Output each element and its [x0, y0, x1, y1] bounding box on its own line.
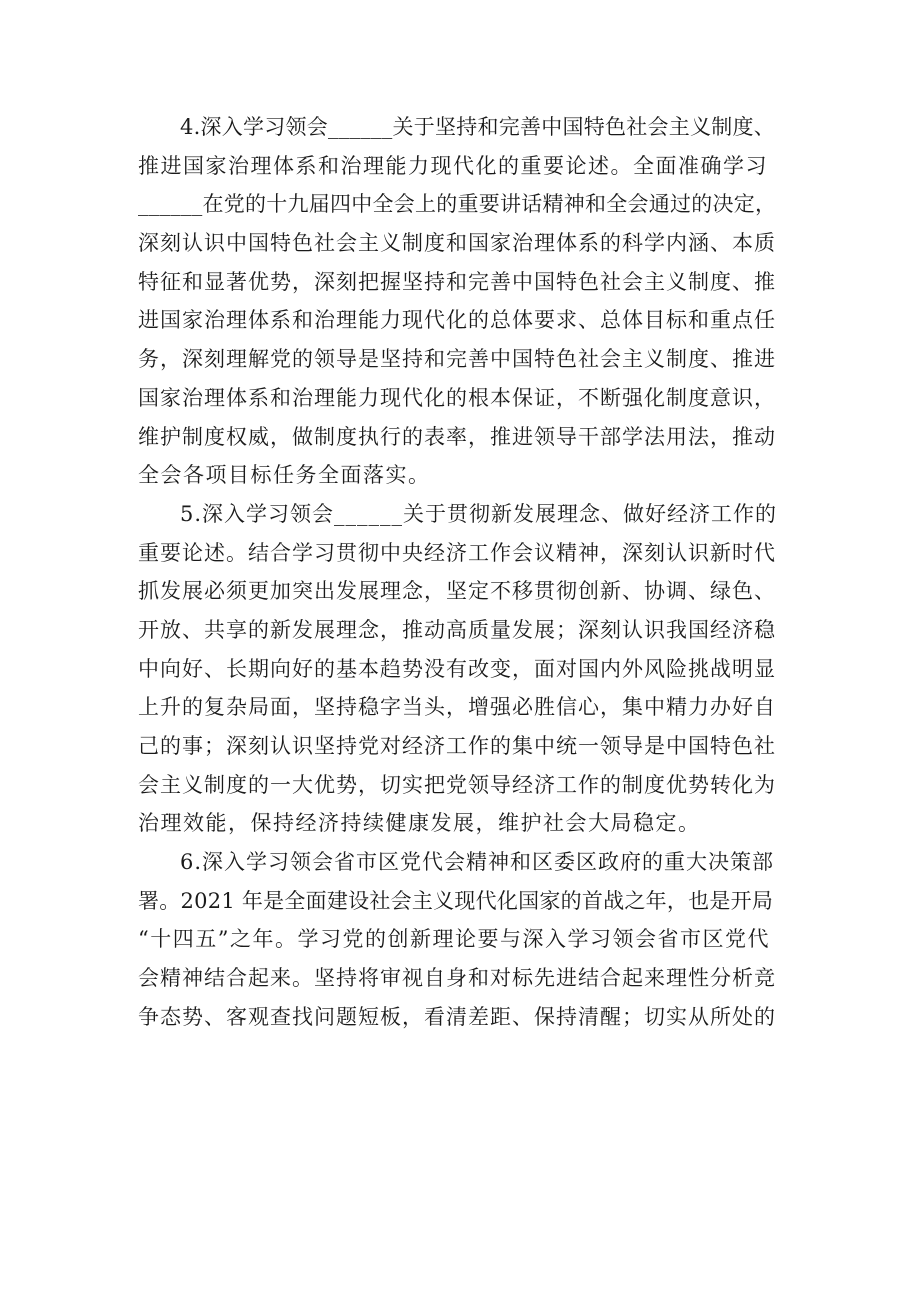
text-line: 进国家治理体系和治理能力现代化的总体要求、总体目标和重点任 [138, 308, 776, 333]
document-body [138, 108, 778, 1037]
text-line: 务，深刻理解党的领导是坚持和完善中国特色社会主义制度、推进 [138, 347, 776, 372]
text-line: 会主义制度的一大优势，切实把党领导经济工作的制度优势转化为 [138, 772, 776, 797]
text-line: 开放、共享的新发展理念，推动高质量发展；深刻认识我国经济稳 [138, 617, 776, 642]
text-line: 上升的复杂局面，坚持稳字当头，增强必胜信心，集中精力办好自 [138, 695, 776, 720]
text-line: 维护制度权威，做制度执行的表率，推进领导干部学法用法，推动 [138, 424, 776, 449]
text-line: 特征和显著优势，深刻把握坚持和完善中国特色社会主义制度、推 [138, 269, 776, 294]
text-line: ______在党的十九届四中全会上的重要讲话精神和全会通过的决定， [138, 192, 777, 217]
text-line: 会精神结合起来。坚持将审视自身和对标先进结合起来理性分析竞 [138, 966, 776, 991]
text-line: 4.深入学习领会______关于坚持和完善中国特色社会主义制度、 [180, 115, 776, 139]
text-line: 署。2021 年是全面建设社会主义现代化国家的首战之年，也是开局 [138, 888, 774, 913]
text-line: 国家治理体系和治理能力现代化的根本保证，不断强化制度意识， [138, 385, 776, 410]
text-line: 深刻认识中国特色社会主义制度和国家治理体系的科学内涵、本质 [138, 231, 776, 256]
text-line: 全会各项目标任务全面落实。 [138, 463, 431, 488]
text-line: 己的事；深刻认识坚持党对经济工作的集中统一领导是中国特色社 [138, 734, 776, 758]
text-line: 治理效能，保持经济持续健康发展，维护社会大局稳定。 [138, 811, 701, 836]
text-line: 中向好、长期向好的基本趋势没有改变，面对国内外风险挑战明显 [138, 656, 776, 681]
text-line: 重要论述。结合学习贯彻中央经济工作会议精神，深刻认识新时代 [138, 540, 776, 565]
text-line: 推进国家治理体系和治理能力现代化的重要论述。全面准确学习 [138, 153, 768, 178]
text-line: 抓发展必须更加突出发展理念，坚定不移贯彻创新、协调、绿色、 [138, 579, 776, 604]
text-line: 争态势、客观查找问题短板，看清差距、保持清醒；切实从所处的 [138, 1004, 776, 1029]
text-line: “十四五”之年。学习党的创新理论要与深入学习领会省市区党代 [138, 927, 770, 952]
text-line: 6.深入学习领会省市区党代会精神和区委区政府的重大决策部 [180, 850, 775, 875]
text-line: 5.深入学习领会______关于贯彻新发展理念、做好经济工作的 [180, 501, 778, 526]
